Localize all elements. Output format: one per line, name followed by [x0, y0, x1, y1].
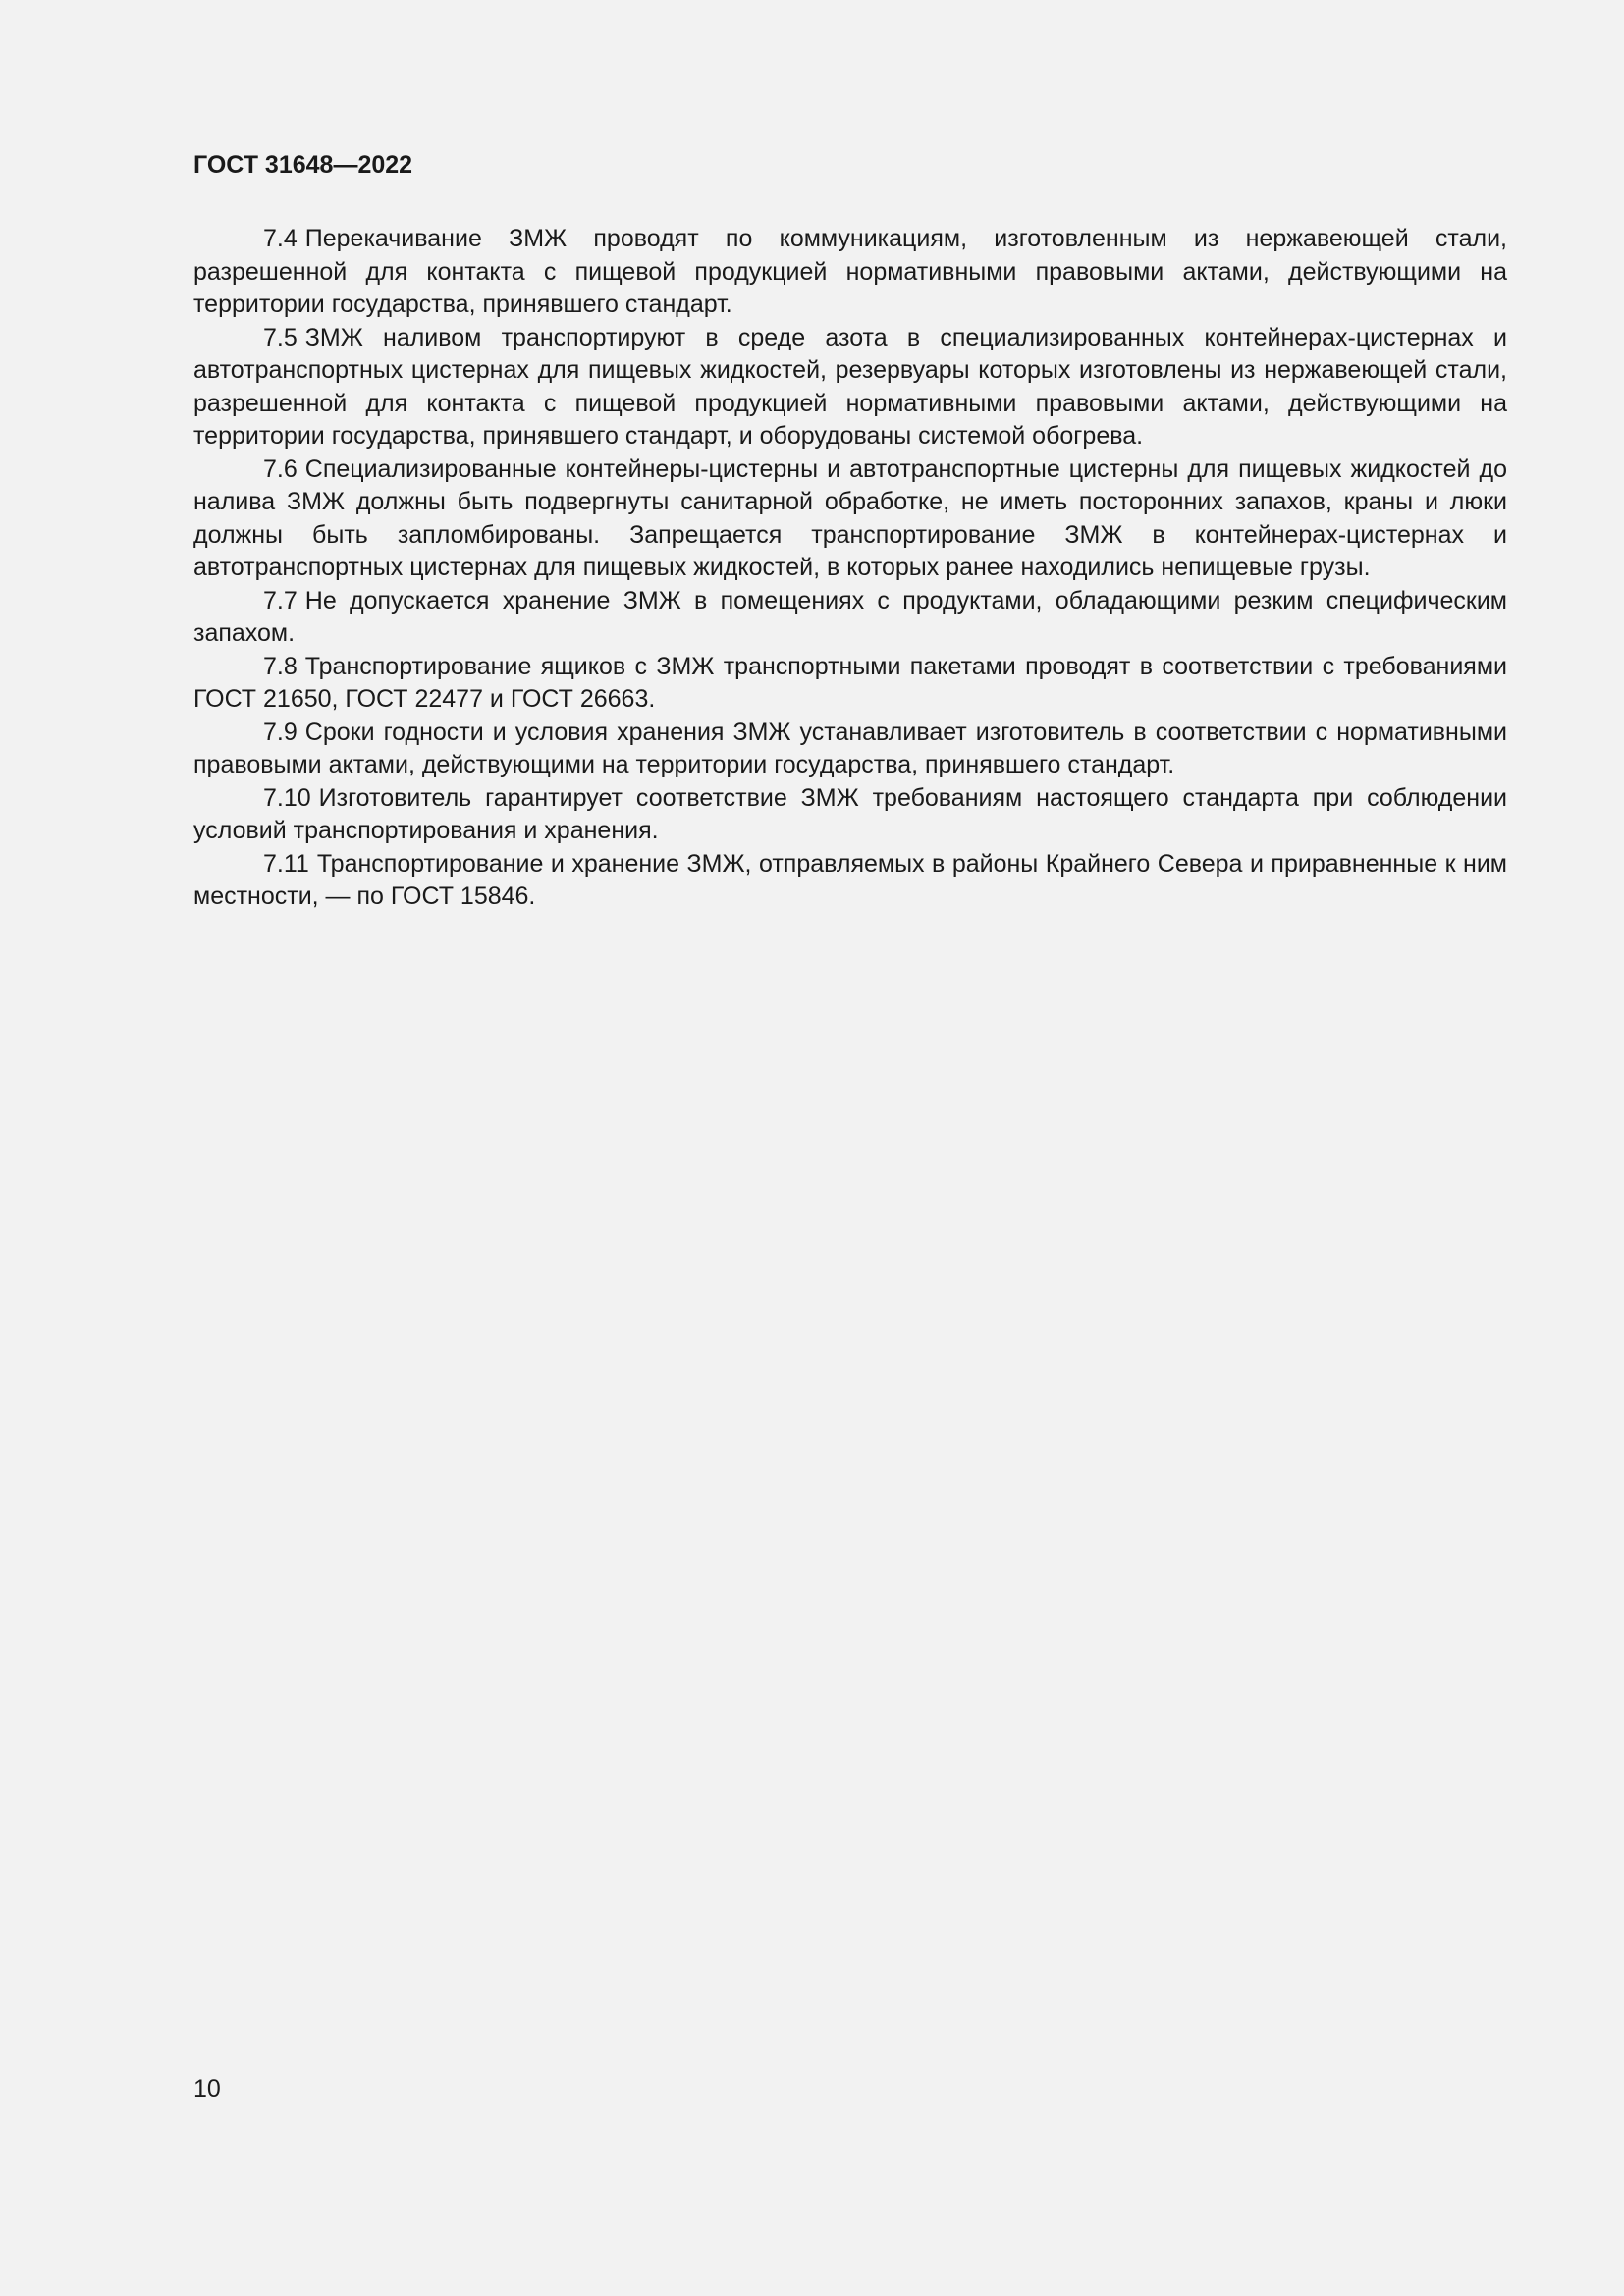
paragraph-number: 7.4 [263, 225, 298, 252]
paragraph-number: 7.11 [263, 849, 309, 878]
paragraph-number: 7.9 [263, 718, 298, 746]
paragraph-7-8 [193, 651, 1507, 717]
paragraph-text: Специализированные контейнеры-цистерны и автотранспортные цистерны для пищевых жидкостей до налива ЗМЖ должны быть подвергнуты санитарной обработке, не иметь посторонних запахов, краны и люки должны быть запломбированы. Запрещается транспортирование ЗМЖ в контейнерах-цистернах и автотранспортных цистернах для пищевых жидкостей, в которых ранее находились непищевые грузы. [193, 454, 1507, 581]
paragraph-7-5 [193, 322, 1507, 454]
paragraph-7-9 [193, 717, 1507, 782]
paragraph-number: 7.10 [263, 783, 311, 812]
paragraph-number: 7.8 [263, 652, 298, 680]
document-body [193, 223, 1507, 914]
paragraph-number: 7.5 [263, 323, 298, 351]
paragraph-text: Сроки годности и условия хранения ЗМЖ устанавливает изготовитель в соответствии с нормативными правовыми актами, действующими на территории государства, принявшего стандарт. [193, 718, 1507, 778]
paragraph-text: Транспортирование ящиков с ЗМЖ транспортными пакетами проводят в соответствии с требованиями ГОСТ 21650, ГОСТ 22477 и ГОСТ 26663. [193, 652, 1507, 713]
paragraph-7-6 [193, 454, 1507, 585]
paragraph-7-11 [193, 848, 1507, 914]
paragraph-number: 7.6 [263, 454, 298, 483]
paragraph-7-7 [193, 585, 1507, 651]
paragraph-text: Транспортирование и хранение ЗМЖ, отправляемых в районы Крайнего Севера и приравненные к ним местности, — по ГОСТ 15846. [193, 849, 1507, 910]
paragraph-7-4 [193, 223, 1507, 322]
paragraph-text: ЗМЖ наливом транспортируют в среде азота в специализированных контейнерах-цистернах и автотранспортных цистернах для пищевых жидкостей, резервуары которых изготовлены из нержавеющей стали, разрешенной для контакта с пищевой продукцией нормативными правовыми актами, действующими на территории государства, принявшего стандарт, и оборудованы системой обогрева. [193, 323, 1507, 450]
paragraph-text: Не допускается хранение ЗМЖ в помещениях с продуктами, обладающими резким специфическим запахом. [193, 586, 1507, 647]
paragraph-number: 7.7 [263, 586, 298, 614]
paragraph-text: Изготовитель гарантирует соответствие ЗМЖ требованиям настоящего стандарта при соблюдении условий транспортирования и хранения. [193, 783, 1507, 844]
page-header-standard-code: ГОСТ 31648—2022 [193, 151, 413, 179]
page-number: 10 [193, 2075, 221, 2103]
paragraph-7-10 [193, 782, 1507, 848]
paragraph-text: Перекачивание ЗМЖ проводят по коммуникациям, изготовленным из нержавеющей стали, разрешенной для контакта с пищевой продукцией нормативными правовыми актами, действующими на территории государства, принявшего стандарт. [193, 225, 1507, 318]
